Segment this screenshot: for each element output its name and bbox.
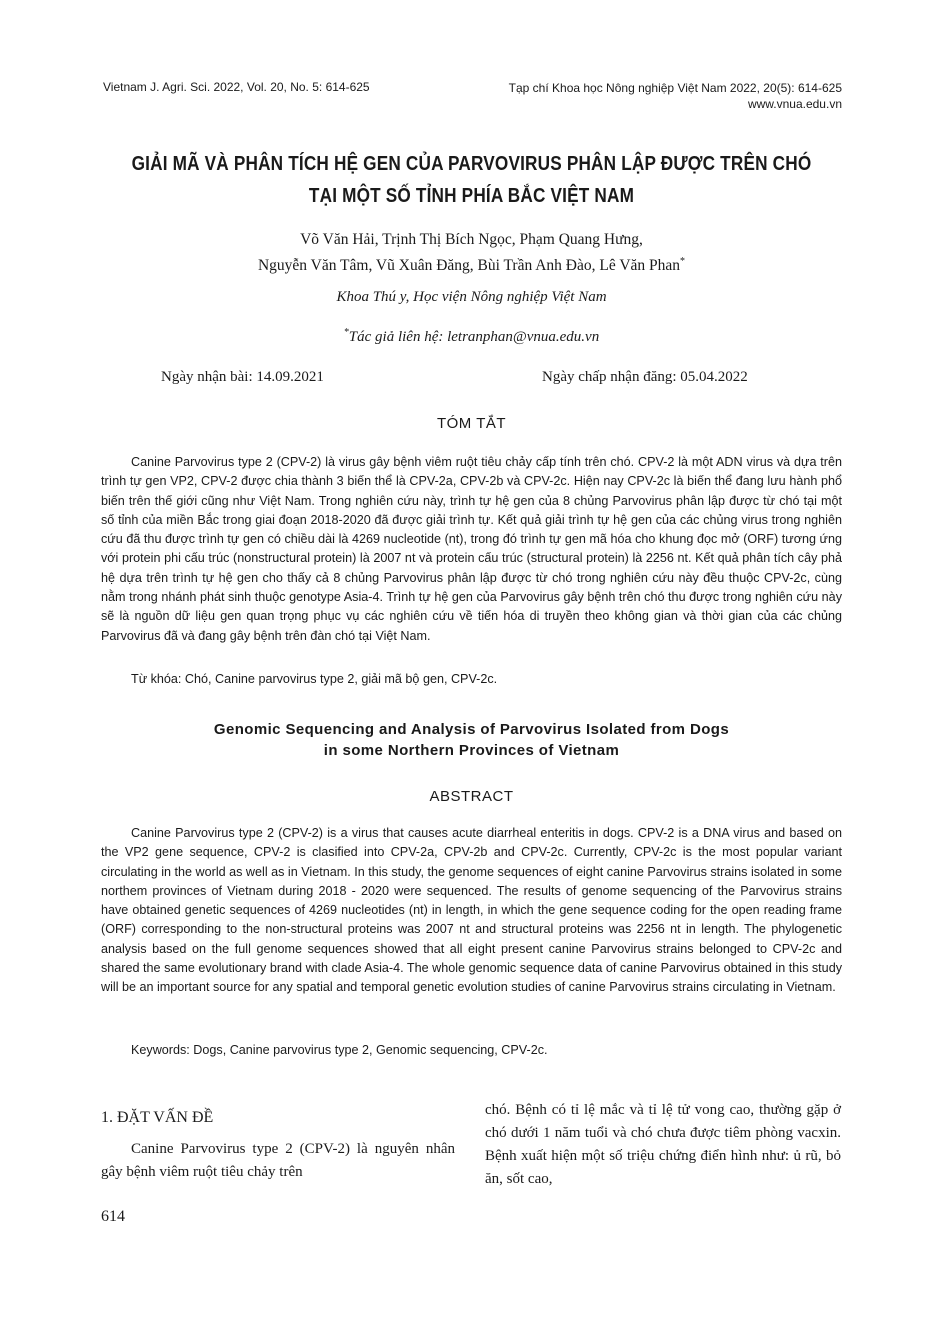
english-title-line-2: in some Northern Provinces of Vietnam [323, 742, 620, 759]
author-line-2 [100, 251, 843, 277]
intro-left-column: Canine Parvovirus type 2 (CPV-2) là nguyên nhân gây bệnh viêm ruột tiêu chảy trên [101, 1141, 455, 1180]
page-number: 614 [101, 1208, 125, 1225]
affiliation: Khoa Thú y, Học viện Nông nghiệp Việt Nam [336, 289, 607, 305]
intro-right-column: chó. Bệnh có tỉ lệ mắc và tỉ lệ tử vong cao, thường gặp ở chó dưới 1 năm tuổi và chó chưa được tiêm phòng vacxin. Bệnh xuất hiện một số triệu chứng điển hình như: ủ rũ, bỏ ăn, sốt cao, [485, 1102, 841, 1187]
author-list [100, 229, 843, 277]
accepted-date: Ngày chấp nhận đăng: 05.04.2022 [542, 369, 748, 385]
article-title-line-1: GIẢI MÃ VÀ PHÂN TÍCH HỆ GEN CỦA PARVOVIRUS PHÂN LẬP ĐƯỢC TRÊN CHÓ [131, 153, 812, 175]
english-title [100, 719, 843, 761]
section-heading-intro: 1. ĐẶT VẤN ĐỀ [101, 1109, 214, 1126]
summary-heading: TÓM TẮT [436, 415, 507, 432]
journal-website-link[interactable]: www.vnua.edu.vn [747, 97, 842, 111]
corresponding-mark: * [343, 327, 349, 338]
corresponding-email[interactable]: Tác giả liên hệ: letranphan@vnua.edu.vn [348, 329, 600, 345]
summary-body: Canine Parvovirus type 2 (CPV-2) là virus gây bệnh viêm ruột tiêu chảy cấp tính trên chó. CPV-2 là một ADN virus và dựa trên trình tự gen VP2, CPV-2 được chia thành 3 biến thể là CPV-2a, CPV-2b và CPV-2c. Hiện nay CPV-2c là biến thể đang lưu hành phổ biến trên thế giới cũng như Việt Nam. Trong nghiên cứu này, trình tự hệ gen của 8 chủng Parvovirus phân lập được từ chó tại một số tỉnh của miền Bắc trong giai đoạn 2018-2020 đã được giải trình tự. Kết quả giải trình tự hệ gen của các chủng virus trong nghiên cứu đã thu được trình tự gen có chiều dài là 4269 nucleotide (nt), trong đó trình tự gen mã hóa cho khung đọc mở (ORF) tương ứng với protein phi cấu trúc (nonstructural protein) là 2007 nt và protein cấu trúc (structural protein) là 2256 nt. Kết quả phân tích cây phả hệ dựa trên trình tự hệ gen cho thấy cả 8 chủng Parvovirus phân lập được từ chó trong nghiên cứu này đều thuộc CPV-2c, cùng nằm trong nhánh phát sinh thuộc genotype Asia-4. Trình tự hệ gen của Parvovirus gây bệnh trên chó thu được trong nghiên cứu này sẽ là nguồn dữ liệu gen quan trọng phục vụ các nghiên cứu về tiến hóa di truyền theo không gian và thời gian của các chủng Parvovirus đã và đang gây bệnh trên đàn chó tại Việt Nam. [101, 455, 842, 643]
journal-header-vi [509, 80, 842, 112]
summary-keywords: Từ khóa: Chó, Canine parvovirus type 2, giải mã bộ gen, CPV-2c. [131, 672, 498, 686]
abstract-body: Canine Parvovirus type 2 (CPV-2) is a virus that causes acute diarrheal enteritis in dogs. CPV-2 is a DNA virus and based on the VP2 gene sequence, CPV-2 is clasified into CPV-2a, CPV-2b and CPV-2c. Currently, CPV-2c is the most popular variant circulating in the world as well as in Vietnam. In this study, the genome sequences of eight canine Parvovirus strains isolated in some northem provinces of Vietnam during 2018 - 2020 were sequenced. The results of genome sequencing of the Parvovirus strains have obtained genetic sequences of 4269 nucleotides (nt) in length, in which the gene sequence coding for the open reading frame (ORF) corresponding to the non-structural proteins was 2007 nt and structural proteins was 2256 nt in length. The phylogenetic analysis based on the full genome sequences showed that all eight present canine Parvovirus strains belonged to CPV-2c and shared the same evolutionary brand with clade Asia-4. The whole genomic sequence data of canine Parvovirus obtained in this study will be an important source for any spatial and temporal genetic evolution studies of canine Parvovirus strains circulating in Vietnam. [101, 826, 842, 995]
corresponding-author [100, 327, 843, 346]
journal-header-vi-line: Tạp chí Khoa học Nông nghiệp Việt Nam 2022, 20(5): 614-625 [508, 81, 842, 95]
author-line-2-text: Nguyễn Văn Tâm, Vũ Xuân Đăng, Bùi Trần Anh Đào, Lê Văn Phan [257, 257, 681, 275]
received-date: Ngày nhận bài: 14.09.2021 [161, 369, 324, 385]
author-line-1: Võ Văn Hải, Trịnh Thị Bích Ngọc, Phạm Quang Hưng, [300, 231, 643, 248]
corresponding-mark: * [680, 256, 686, 267]
article-title-line-2: TẠI MỘT SỐ TỈNH PHÍA BẮC VIỆT NAM [308, 185, 635, 207]
abstract-heading: ABSTRACT [429, 788, 514, 805]
abstract-keywords: Keywords: Dogs, Canine parvovirus type 2, Genomic sequencing, CPV-2c. [131, 1043, 548, 1057]
journal-header-en: Vietnam J. Agri. Sci. 2022, Vol. 20, No. 5: 614-625 [103, 80, 370, 94]
english-title-line-1: Genomic Sequencing and Analysis of Parvovirus Isolated from Dogs [213, 721, 730, 738]
